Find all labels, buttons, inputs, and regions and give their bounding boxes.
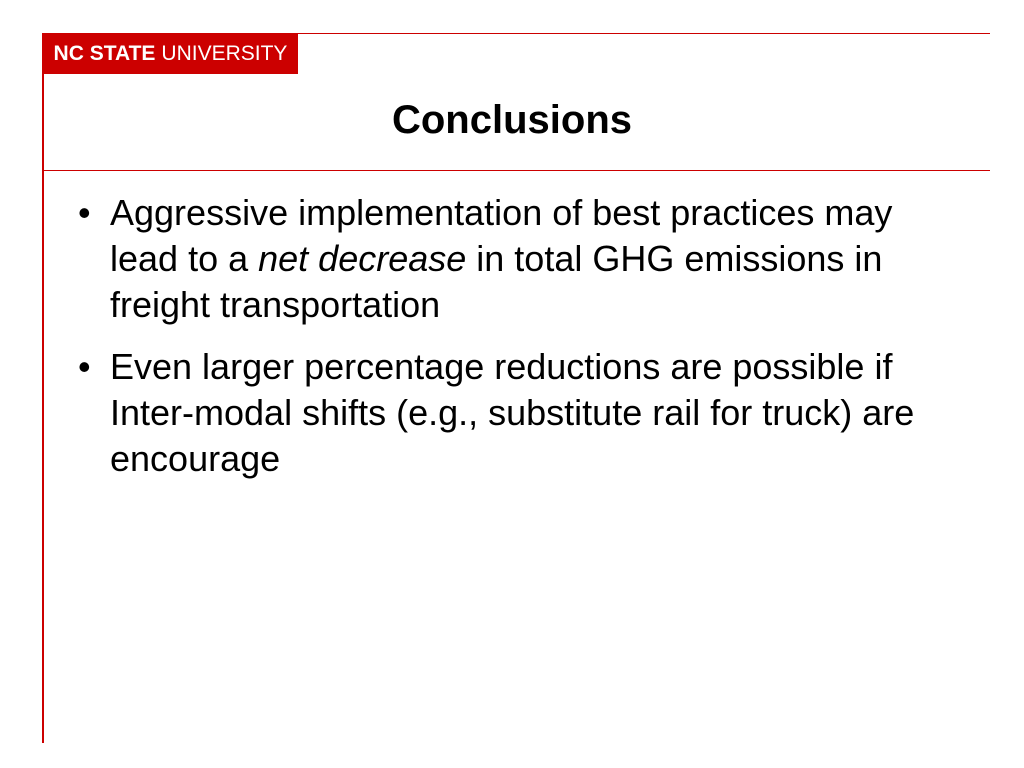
slide-title: Conclusions: [391, 98, 633, 142]
nc-state-university-logo: [43, 34, 298, 74]
bullet-text-after: in total GHG emissions in freight transportation: [110, 238, 883, 325]
title-divider-rule: [43, 170, 990, 171]
bullet-item: [78, 344, 958, 482]
logo-university-text: UNIVERSITY: [161, 42, 288, 65]
bullet-list: [78, 190, 958, 498]
bullet-dot-icon: •: [78, 346, 91, 387]
bullet-emphasis: net decrease: [258, 238, 467, 279]
bullet-text-before: Aggressive implementation of best practices may lead to a: [110, 192, 893, 279]
bullet-text: Even larger percentage reductions are possible if Inter-modal shifts (e.g., substitute rail for truck) are encourage: [110, 346, 915, 479]
bullet-dot-icon: •: [78, 192, 91, 233]
logo-nc-state-text: NC STATE: [53, 42, 156, 65]
bullet-item: [78, 190, 958, 328]
